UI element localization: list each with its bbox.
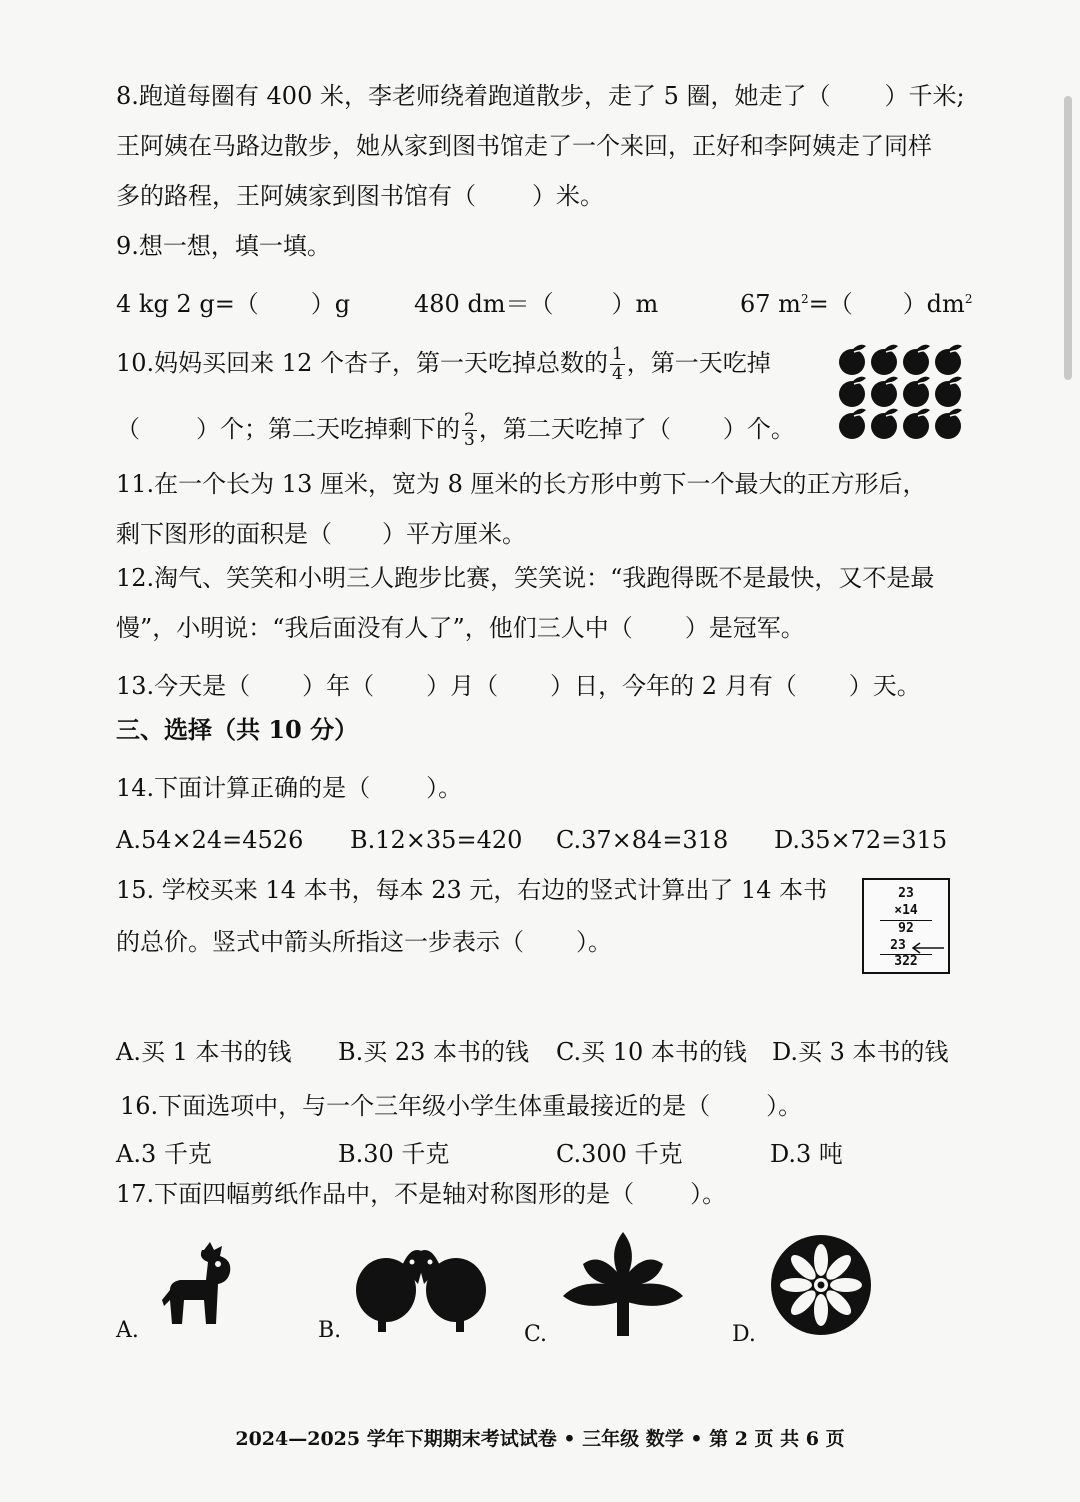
apricot-icon bbox=[839, 377, 866, 407]
q16-option-c: C.300 千克 bbox=[556, 1140, 683, 1168]
apricot-icon bbox=[903, 409, 930, 439]
q13-line: 13.今天是（ ）年（ ）月（ ）日，今年的 2 月有（ ）天。 bbox=[116, 672, 921, 700]
q14-option-d: D.35×72=315 bbox=[774, 826, 948, 854]
apricot-icon bbox=[935, 345, 962, 375]
q14-option-a: A.54×24=4526 bbox=[116, 826, 304, 854]
q8-line1: 8.跑道每圈有 400 米，李老师绕着跑道散步，走了 5 圈，她走了（ ）千米; bbox=[116, 82, 965, 110]
apricot-icon bbox=[903, 377, 930, 407]
q12-line2: 慢”，小明说：“我后面没有人了”，他们三人中（ ）是冠军。 bbox=[116, 614, 805, 642]
calc-multiplier: ×14 bbox=[894, 903, 918, 918]
calc-product: 322 bbox=[894, 954, 918, 969]
figure-label-d: D. bbox=[732, 1322, 756, 1347]
round-flower-papercut-icon bbox=[768, 1232, 874, 1338]
page-footer: 2024—2025 学年下期期末考试试卷 • 三年级 数学 • 第 2 页 共 6 页 bbox=[235, 1428, 845, 1450]
q10-line1: 10.妈妈买回来 12 个杏子，第一天吃掉总数的 $\frac{1}{4}$ ，第一天吃掉 bbox=[116, 344, 771, 384]
q15-option-a: A.买 1 本书的钱 bbox=[116, 1038, 292, 1066]
apricot-icon bbox=[871, 345, 898, 375]
section-title: 三、选择（共 10 分） bbox=[116, 715, 359, 744]
scrollbar[interactable] bbox=[1064, 96, 1072, 380]
q14-question: 14.下面计算正确的是（ ）。 bbox=[116, 774, 463, 802]
q14-option-c: C.37×84=318 bbox=[556, 826, 729, 854]
q8-line3: 多的路程，王阿姨家到图书馆有（ ）米。 bbox=[116, 182, 604, 210]
figure-label-c: C. bbox=[524, 1322, 548, 1347]
q11-line2: 剩下图形的面积是（ ）平方厘米。 bbox=[116, 520, 526, 548]
q15-line1: 15. 学校买来 14 本书，每本 23 元，右边的竖式计算出了 14 本书 bbox=[116, 876, 828, 904]
q9-title: 9.想一想，填一填。 bbox=[116, 232, 331, 260]
figure-label-a: A. bbox=[116, 1318, 139, 1343]
apricots-illustration bbox=[836, 344, 966, 440]
q11-line1: 11.在一个长为 13 厘米，宽为 8 厘米的长方形中剪下一个最大的正方形后， bbox=[116, 470, 927, 498]
q15-option-b: B.买 23 本书的钱 bbox=[338, 1038, 530, 1066]
q9-item-b: 480 dm＝（ ）m bbox=[414, 290, 659, 318]
arrow-left-icon bbox=[910, 942, 946, 954]
q8-line2: 王阿姨在马路边散步，她从家到图书馆走了一个来回，正好和李阿姨走了同样 bbox=[116, 132, 932, 160]
q9-item-c: 67 $m^2=$（ ）$dm^2$ bbox=[740, 290, 973, 318]
apricot-icon bbox=[839, 345, 866, 375]
q10-line2: （ ）个；第二天吃掉剩下的 $\frac{2}{3}$ ，第二天吃掉了（ ）个。 bbox=[116, 410, 795, 450]
two-birds-papercut-icon bbox=[352, 1236, 490, 1334]
q16-question: 16.下面选项中，与一个三年级小学生体重最接近的是（ ）。 bbox=[120, 1092, 803, 1120]
q17-question: 17.下面四幅剪纸作品中，不是轴对称图形的是（ ）。 bbox=[116, 1180, 727, 1208]
q14-option-b: B.12×35=420 bbox=[350, 826, 523, 854]
q12-line1: 12.淘气、笑笑和小明三人跑步比赛，笑笑说：“我跑得既不是最快，又不是最 bbox=[116, 564, 935, 592]
fraction-one-quarter: $\frac{1}{4}$ bbox=[611, 344, 623, 384]
q16-option-a: A.3 千克 bbox=[116, 1140, 212, 1168]
apricot-icon bbox=[871, 409, 898, 439]
q15-option-c: C.买 10 本书的钱 bbox=[556, 1038, 747, 1066]
q16-option-b: B.30 千克 bbox=[338, 1140, 450, 1168]
apricot-icon bbox=[903, 345, 930, 375]
apricot-icon bbox=[935, 377, 962, 407]
q15-option-d: D.买 3 本书的钱 bbox=[772, 1038, 949, 1066]
apricot-icon bbox=[935, 409, 962, 439]
calc-partial-2: 23 bbox=[890, 938, 906, 953]
q16-option-d: D.3 吨 bbox=[770, 1140, 843, 1168]
fraction-two-thirds: $\frac{2}{3}$ bbox=[464, 410, 475, 450]
q9-item-a: 4 kg 2 g=（ ）g bbox=[116, 290, 351, 318]
flower-papercut-icon bbox=[560, 1228, 686, 1338]
q15-line2: 的总价。竖式中箭头所指这一步表示（ ）。 bbox=[116, 928, 612, 956]
figure-label-b: B. bbox=[318, 1318, 342, 1343]
calc-multiplicand: 23 bbox=[898, 886, 914, 901]
giraffe-papercut-icon bbox=[152, 1240, 244, 1332]
apricot-icon bbox=[839, 409, 866, 439]
vertical-calculation bbox=[862, 878, 950, 974]
calc-partial-1: 92 bbox=[898, 921, 914, 936]
apricot-icon bbox=[871, 377, 898, 407]
